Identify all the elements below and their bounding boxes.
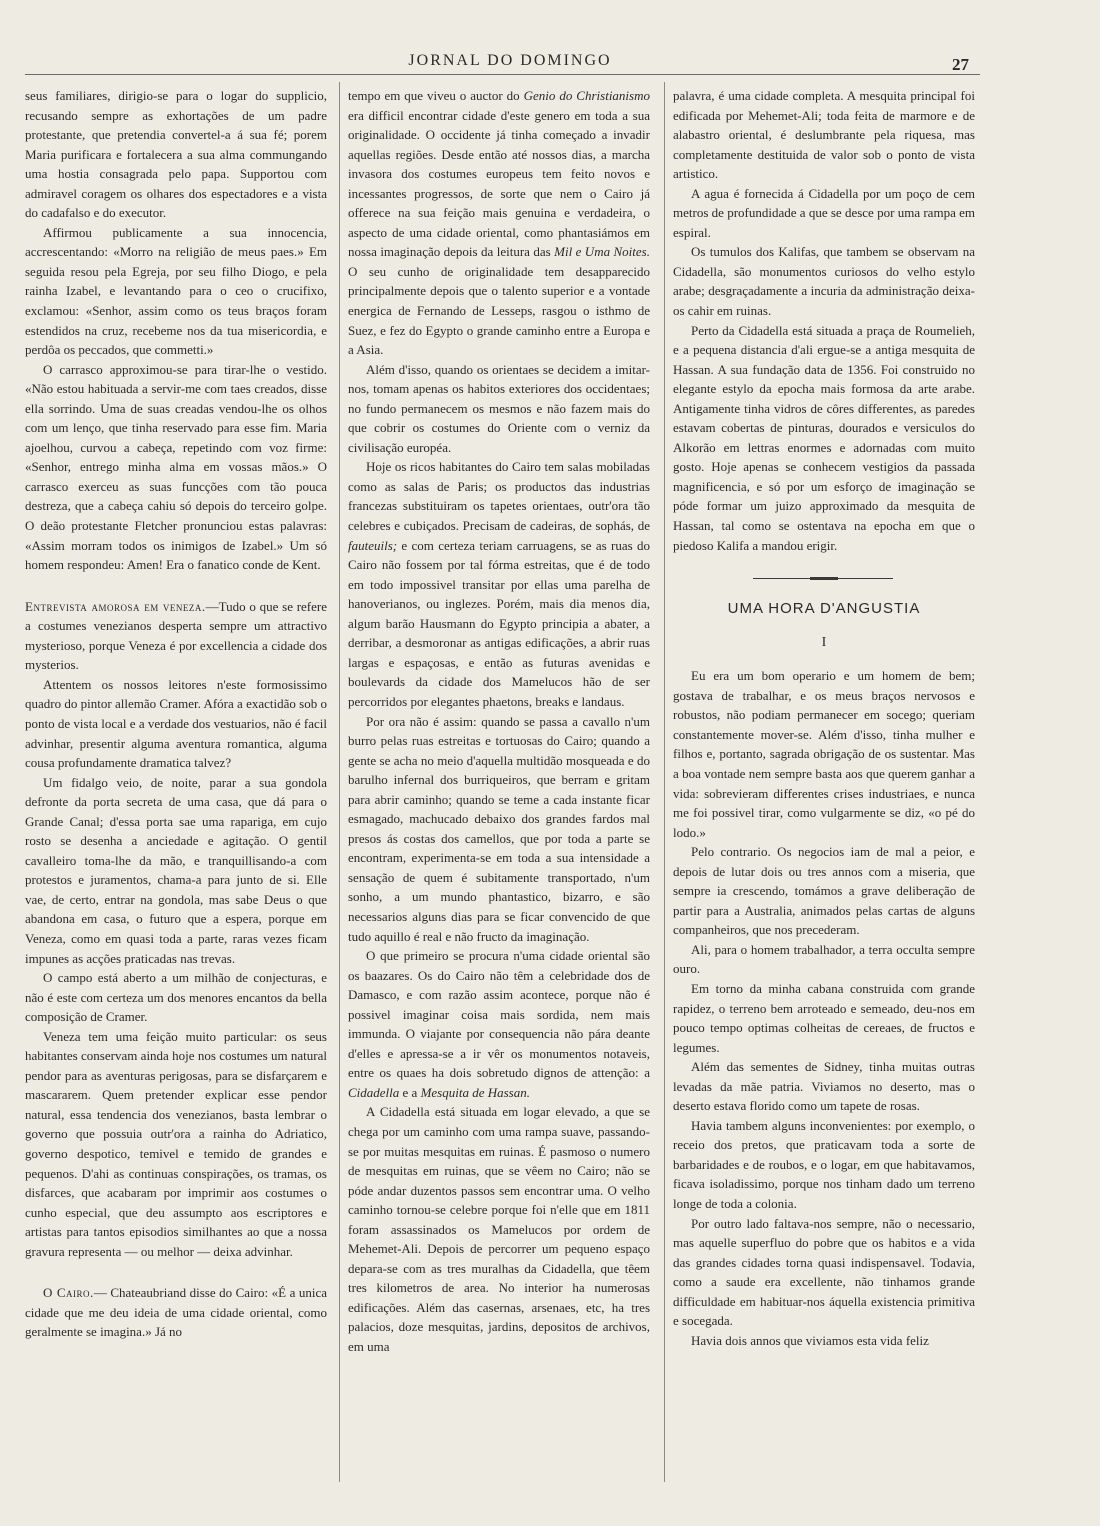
spacer (25, 1261, 327, 1283)
column-left (25, 86, 327, 1486)
text-run: Hoje os ricos habitantes do Cairo tem salas mobiladas como as salas de Paris; os productos das industrias francezas substituiram os tapetes orientaes, outr'ora tão celebres e cubiçados. Precisam de cadeiras, de sophás, de (348, 459, 650, 534)
paragraph (25, 597, 327, 675)
paragraph: Perto da Cidadella está situada a praça de Roumelieh, e a pequena distancia d'ali ergue-se a antiga mesquita de Hassan. A sua fundação data de 1356. Foi construido no elegante estylo da epocha mais formosa da arte arabe. Antigamente tinha vidros de côres differentes, as paredes estavam cobertas de pinturas, dourados e versiculos do Alkorão em lettras enormes e adornadas com muito gosto. Hoje apenas se conhecem vestigios da passada magnificencia, e só por um esforço de imaginação se póde formar um juizo approximado da mesquita de Hassan, tal como se ostentava na epocha em que o piedoso Kalifa a mandou erigir. (673, 322, 975, 553)
paragraph: Havia tambem alguns inconvenientes: por exemplo, o receio dos pretos, que praticavam toda a sorte de barbaridades e de roubos, e o logar, em que habitavamos, ficava isoladissimo, porque nos tinham dado um terreno longe de toda a colonia. (673, 1117, 975, 1211)
paragraph: Pelo contrario. Os negocios iam de mal a peior, e depois de lutar dois ou tres annos com a miseria, que sempre ia crescendo, tomámos a grave deliberação de partir para a Australia, animados pelas cartas de alguns companheiros, que nos precederam. (673, 844, 975, 938)
paragraph: Além d'isso, quando os orientaes se decidem a imitar-nos, tomam apenas os habitos exteriores dos occidentaes; no fundo permanecem os mesmos e não fazem mais do que cobrir os costumes do Oriente com o verniz da civilisação européa. (348, 361, 650, 455)
paragraph: Por outro lado faltava-nos sempre, não o necessario, mas aquelle superfluo do pobre que os habitos e a vida das grandes cidades torna quasi indispensavel. Todavia, como a saude era excellente, não tinhamos grande difficuldade em habituar-nos áquella existencia primitiva e socegada. (673, 1215, 975, 1329)
ornamental-rule (673, 573, 975, 585)
italic-word: fauteuils; (348, 537, 398, 553)
paragraph: Veneza tem uma feição muito particular: os seus habitantes conservam ainda hoje nos costumes um natural pendor para as aventuras perigosas, para se disfarçarem e mascararem. Quem pretender explicar esse pendor natural, essa tendencia dos venezianos, basta lembrar o governo que possuia outr'ora a rainha do Adriatico, governo despotico, temivel e temido de grandes e pequenos. D'ahi as continuas conspirações, os tramas, os disfarces, que acabaram por imprimir aos costumes o cunho especial, que deu assumpto aos escriptores e artistas para tantos episodios similhantes ao que a nossa gravura representa — ou melhor — deixa advinhar. (25, 1028, 327, 1259)
spacer (25, 575, 327, 597)
story-title: UMA HORA D'ANGUSTIA (727, 600, 921, 618)
column-divider (664, 82, 665, 1482)
paragraph: Attentem os nossos leitores n'este formosissimo quadro do pintor allemão Cramer. Afóra a exactidão sob o ponto de vista local e a verdade dos vestuarios, não é facil advinhar, presentir alguma aventura romantica, alguma cousa profundamente dramatica talvez? (25, 676, 327, 771)
paragraph: Os tumulos dos Kalifas, que tambem se observam na Cidadella, são monumentos curiosos do velho estylo arabe; desgraçadamente a incuria da administração deixa-os cahir em ruinas. (673, 244, 975, 319)
journal-title: JORNAL DO DOMINGO (408, 52, 612, 69)
paragraph: Por ora não é assim: quando se passa a cavallo n'um burro pelas ruas estreitas e tortuosas do Cairo; quando a gente se acha no meio d'aquella multidão mosqueada e do barulho infernal dos burriqueiros, que berram e gritam para abrir caminho; quando se teme a cada instante ficar esmagado, machucado debaixo dos grandes fardos mal presos ás costas dos camellos, que por toda a parte se encontram, experimenta-se em toda a sua intensidade a sensação de quem é subitamente transportado, n'um sonho, a um mundo phantastico, bizarro, e são necessarios alguns dias para se ficar convencido de que tudo aquillo é real e não fructo da imaginação. (348, 713, 650, 944)
text-run: O seu cunho de originalidade tem desapparecido principalmente depois que o talento superior e a vontade energica de Fernando de Lesseps, rasgou o isthmo de Suez, e fez do Egypto o grande caminho entre a Europa e a Asia. (348, 263, 650, 358)
text-run: e a (399, 1084, 421, 1100)
paragraph: Um fidalgo veio, de noite, parar a sua gondola defronte da porta secreta de uma casa, que dá para o Grande Canal; d'essa porta sae uma rapariga, em cujo rosto se desenha a anciedade e agitação. O gentil cavalleiro toma-lhe da mão, e tranquillisando-a com protestos e juramentos, chama-a para junto de si. Elle vae, de certo, entrar na gondola, mas sabe Deus o que abandona em casa, o futuro que a espera, porque em Veneza, como em quasi toda a parte, raras vezes ficam impunes as acções praticadas nas trevas. (25, 774, 327, 966)
paragraph: Em torno da minha cabana construida com grande rapidez, o terreno bem arroteado e semeado, deu-nos em pouco tempo optimas colheitas de cereaes, de fructos e legumes. (673, 980, 975, 1055)
paragraph: Havia dois annos que viviamos esta vida feliz (691, 1332, 929, 1348)
italic-title: Mil e Uma Noites. (554, 244, 650, 260)
paragraph (348, 946, 650, 1102)
text-run: era difficil encontrar cidade d'este genero em toda a sua originalidade. O occidente já tinha começado a invadir aquellas regiões. Desde então até nossos dias, a marcha invasora dos costumes europeus tem feito novos e incessantes progressos, de sorte que nem o Cairo já offerece na sua feição mais genuina e verdadeira, o aspecto de uma cidade oriental, como phantasiámos em nossa imaginação depois da leitura das (348, 107, 650, 260)
italic-name: Mesquita de Hassan. (420, 1084, 530, 1100)
text-run: tempo em que viveu o auctor do (348, 88, 524, 103)
paragraph: O campo está aberto a um milhão de conjecturas, e não é este com certeza um dos menores encantos da bella composição de Cramer. (25, 970, 327, 1025)
text-run: e com certeza teriam carruagens, se as ruas do Cairo não fossem por tal fórma estreitas, que é de todo em todo impossivel transitar por ellas uma parelha de hanoverianos, ou inglezes. Porém, mais dia menos dia, algum barão Hausmann do Egypto principia a abater, a derribar, a desmoronar as antigas edificações, a abrir ruas largas e espaçosas, e então as futuras avenidas e boulevards da cidade dos Mamelucos hão de ser percorridos por elegantes phaetons, breaks e landaus. (348, 537, 650, 709)
paragraph (25, 1283, 327, 1342)
column-right (673, 86, 975, 1486)
italic-title: Genio do Christianismo (523, 88, 650, 103)
chapter-number: I (821, 634, 827, 650)
section-heading: Entrevista amorosa em veneza. (25, 598, 206, 614)
column-middle (348, 86, 650, 1486)
paragraph: Affirmou publicamente a sua innocencia, accrescentando: «Morro na religião de meus paes.» Em seguida resou pela Egreja, por seu filho Diogo, e pela rainha Izabel, e levantando para o ceo o crucifixo, exclamou: «Senhor, assim como os teus braços foram estendidos na cruz, recebeme nos da tua misericordia, e perdôa os peccados, que commetti.» (25, 224, 327, 358)
paragraph: Eu era um bom operario e um homem de bem; gostava de trabalhar, e os meus braços nervosos e robustos, não podiam permanecer em socego; queriam constantemente mover-se. Além d'isso, tinha mulher e filhos e, portanto, sagrada obrigação de os sustentar. Mas a boa vontade nem sempre basta aos que querem ganhar a vida: sobrevieram differentes crises industriaes, e nunca me foi possivel tirar, como vulgarmente se diz, «o pé do lodo.» (673, 668, 975, 840)
paragraph: seus familiares, dirigio-se para o logar do supplicio, recusando sempre as exhortações de um padre protestante, que pretendia convertel-a á sua fé; porem Maria purificara e fortalecera a sua alma commungando uma hostia consagrada pelo papa. Supportou com admiravel coragem os olhares dos espectadores e a vista do cadafalso e do executor. (25, 88, 327, 221)
paragraph: A agua é fornecida á Cidadella por um poço de cem metros de profundidade a que se desce por uma rampa em espiral. (673, 185, 975, 240)
italic-name: Cidadella (348, 1084, 400, 1100)
paragraph: A Cidadella está situada em logar elevado, a que se chega por um caminho com uma rampa suave, passando-se por muitas mesquitas em ruinas. É pasmoso o numero de mesquitas em ruinas, que se vêem no Cairo; não se póde andar duzentos passos sem encontrar uma. O velho caminho tornou-se celebre porque foi n'elle que em 1811 foram assassinados os Mamelucos por ordem de Mehemet-Ali. Depois de percorrer um pequeno espaço depara-se com as tres muralhas da Cidadella, que têem tres kilometros de area. No interior ha numerosas edificações. Além das casernas, arsenaes, etc, ha tres palacios, doze mesquitas, jardins, depositos de archivos, em uma (348, 1104, 650, 1354)
paragraph (348, 86, 650, 360)
text-run: O que primeiro se procura n'uma cidade oriental são os baazares. Os do Cairo não têm a celebridade dos de Damasco, e com razão assim acontece, porque não é possivel imaginar coisa mais sordida, nem mais immunda. O viajante por consequencia não pára deante d'elles e apressa-se a ir vêr os monumentos notaveis, entre os quaes ha dois sobretudo dignos de attenção: a (348, 948, 650, 1081)
rule-center (810, 577, 838, 580)
paragraph: palavra, é uma cidade completa. A mesquita principal foi edificada por Mehemet-Ali; toda feita de marmore e de alabastro oriental, é deslumbrante pela riquesa, mas completamente destituida de valor sob o ponto de vista artistico. (673, 88, 975, 182)
paragraph-text: —Tudo o que se refere a costumes venezianos desperta sempre um attractivo mysterioso, porque Veneza é por excellencia a cidade dos mysterios. (25, 598, 327, 673)
paragraph: Ali, para o homem trabalhador, a terra occulta sempre ouro. (673, 941, 975, 977)
paragraph: Além das sementes de Sidney, tinha muitas outras levadas da mãe patria. Viviamos no deserto, mas o deserto estava florido como um tapete de rosas. (673, 1059, 975, 1114)
column-divider (339, 82, 340, 1482)
paragraph: O carrasco approximou-se para tirar-lhe o vestido. «Não estou habituada a servir-me com taes creados, disse ella sorrindo. Uma de suas creadas vendou-lhe os olhos com um lenço, que tinha reservado para esse fim. Maria ajoelhou, curvou a cabeça, repetindo com voz firme: «Senhor, entrego minha alma em vossas mãos.» O carrasco exerceu as suas funcções com tão pouca destreza, que a cabeça cahiu só depois do terceiro golpe. O deão protestante Fletcher pronunciou estas palavras: «Assim morram todos os inimigos de Izabel.» Um só homem respondeu: Amen! Era o fanatico conde de Kent. (25, 361, 327, 573)
paragraph-text: — Chateaubriand disse do Cairo: «É a unica cidade que me deu ideia de uma cidade oriental, como geralmente se imagina.» Já no (25, 1285, 327, 1340)
section-heading: O Cairo. (43, 1285, 94, 1301)
header-rule (25, 74, 980, 75)
page-number: 27 (952, 55, 969, 74)
paragraph (348, 457, 650, 711)
